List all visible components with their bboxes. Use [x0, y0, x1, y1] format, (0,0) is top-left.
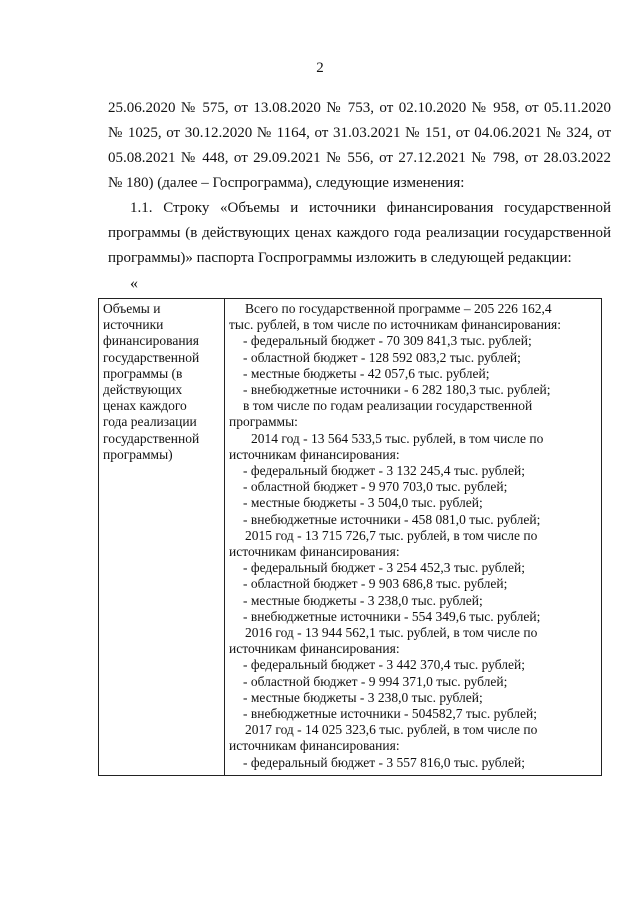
year-total-line: 2017 год - 14 025 323,6 тыс. рублей, в том числе по	[245, 722, 538, 738]
source-line: - федеральный бюджет - 3 442 370,4 тыс. рублей;	[243, 657, 525, 673]
label-line: источники	[103, 317, 164, 333]
source-line: - внебюджетные источники - 6 282 180,3 тыс. рублей;	[243, 382, 551, 398]
label-line: программы)	[103, 446, 173, 462]
source-line: - местные бюджеты - 3 238,0 тыс. рублей;	[243, 592, 483, 608]
source-line: - местные бюджеты - 42 057,6 тыс. рублей;	[243, 365, 490, 381]
funding-details-cell	[225, 299, 602, 776]
year-total-line: источникам финансирования:	[229, 544, 400, 560]
source-line: - областной бюджет - 9 903 686,8 тыс. рублей;	[243, 576, 508, 592]
label-line: финансирования	[103, 333, 199, 349]
source-line: - областной бюджет - 9 994 371,0 тыс. рублей;	[243, 673, 508, 689]
label-line: государственной	[103, 349, 200, 365]
source-line: - местные бюджеты - 3 504,0 тыс. рублей;	[243, 495, 483, 511]
year-total-line: 2015 год - 13 715 726,7 тыс. рублей, в том числе по	[245, 527, 538, 543]
source-line: - внебюджетные источники - 554 349,6 тыс. рублей;	[243, 608, 541, 624]
label-line: Объемы и	[103, 301, 161, 316]
intro-line: 1.1. Строку «Объемы и источники финансирования государственной	[130, 200, 611, 216]
table-row	[99, 299, 602, 776]
source-line: - местные бюджеты - 3 238,0 тыс. рублей;	[243, 689, 483, 705]
year-total-line: 2016 год - 13 944 562,1 тыс. рублей, в том числе по	[245, 625, 538, 641]
year-total-line: источникам финансирования:	[229, 641, 400, 657]
total-line: тыс. рублей, в том числе по источникам финансирования:	[229, 317, 562, 333]
intro-paragraph	[108, 96, 611, 271]
intro-line: программы (в действующих ценах каждого года реализации государственной	[108, 225, 611, 241]
year-total-line: 2014 год - 13 564 533,5 тыс. рублей, в том числе по	[251, 430, 544, 446]
source-line: - федеральный бюджет - 3 132 245,4 тыс. рублей;	[243, 463, 525, 479]
label-line: года реализации	[103, 414, 197, 430]
source-line: - областной бюджет - 128 592 083,2 тыс. рублей;	[243, 349, 521, 365]
opening-quote: «	[130, 275, 138, 292]
label-line: государственной	[103, 430, 200, 446]
year-total-line: источникам финансирования:	[229, 446, 400, 462]
source-line: - федеральный бюджет - 3 557 816,0 тыс. рублей;	[243, 754, 525, 770]
label-line: действующих	[103, 382, 183, 398]
intro-line: № 180) (далее – Госпрограмма), следующие изменения:	[108, 175, 465, 191]
by-year-line: в том числе по годам реализации государственной	[243, 398, 533, 414]
source-line: - внебюджетные источники - 504582,7 тыс. рублей;	[243, 706, 538, 722]
total-line: Всего по государственной программе – 205 226 162,4	[245, 301, 552, 316]
passport-table	[98, 298, 602, 776]
intro-line: 25.06.2020 № 575, от 13.08.2020 № 753, от 02.10.2020 № 958, от 05.11.2020	[108, 100, 611, 116]
intro-line: № 1025, от 30.12.2020 № 1164, от 31.03.2021 № 151, от 04.06.2021 № 324, от	[108, 125, 611, 141]
year-total-line: источникам финансирования:	[229, 738, 400, 754]
label-line: ценах каждого	[103, 398, 187, 414]
source-line: - федеральный бюджет - 70 309 841,3 тыс. рублей;	[243, 333, 532, 349]
by-year-line: программы:	[229, 414, 298, 430]
page-number: 2	[316, 60, 324, 76]
intro-line: 05.08.2021 № 448, от 29.09.2021 № 556, от 27.12.2021 № 798, от 28.03.2022	[108, 150, 611, 166]
source-line: - областной бюджет - 9 970 703,0 тыс. рублей;	[243, 479, 508, 495]
source-line: - внебюджетные источники - 458 081,0 тыс. рублей;	[243, 511, 541, 527]
intro-line: программы)» паспорта Госпрограммы изложить в следующей редакции:	[108, 250, 572, 266]
row-label-cell	[99, 299, 225, 776]
source-line: - федеральный бюджет - 3 254 452,3 тыс. рублей;	[243, 560, 525, 576]
label-line: программы (в	[103, 365, 183, 381]
